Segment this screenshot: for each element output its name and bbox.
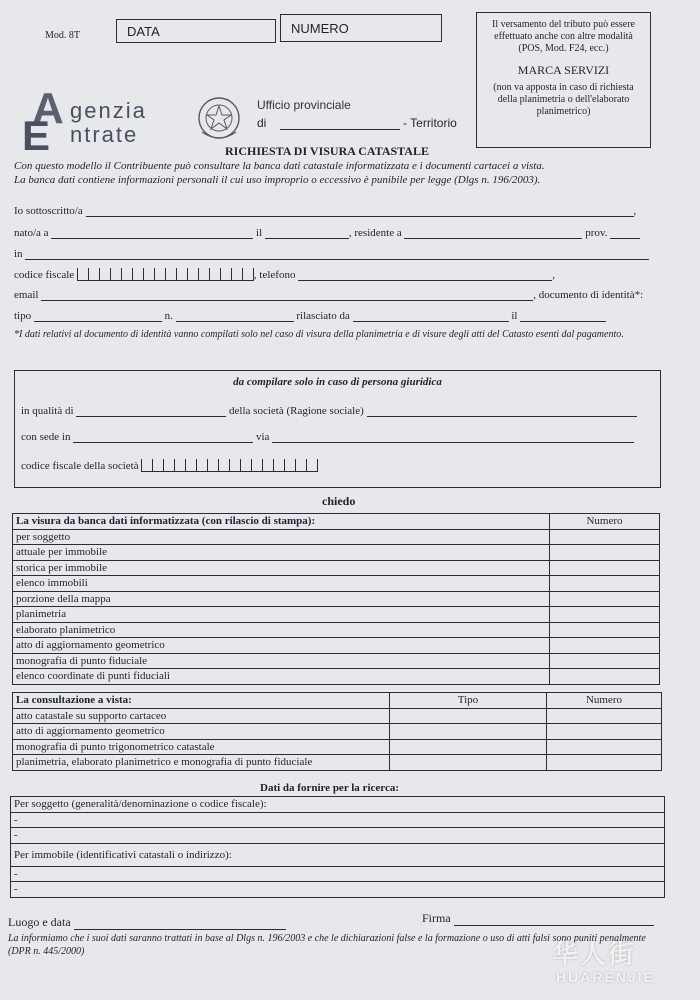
consultazione-numero-cell[interactable] — [547, 755, 662, 771]
visura-numero-cell[interactable] — [550, 653, 660, 669]
consultazione-header: La consultazione a vista: — [13, 693, 390, 709]
marca-servizi-box — [476, 12, 651, 148]
consultazione-numero-header: Numero — [547, 693, 662, 709]
residente-label: , residente a — [348, 227, 402, 239]
ricerca-immobile-label: Per immobile (identificativi catastali o indirizzo): — [11, 843, 665, 866]
documento-label: , documento di identità*: — [533, 289, 644, 301]
ufficio-di-row — [257, 116, 457, 130]
table-row — [13, 755, 662, 771]
territorio-label: - Territorio — [403, 116, 457, 130]
via-field[interactable] — [272, 431, 634, 443]
visura-numero-cell[interactable] — [550, 669, 660, 685]
nato-field[interactable] — [51, 227, 253, 239]
visura-row-label: elenco immobili — [13, 576, 550, 592]
sede-field[interactable] — [73, 431, 253, 443]
prov-label: prov. — [585, 227, 608, 239]
chiedo-label: chiedo — [322, 494, 356, 508]
il-documento-label: il — [511, 310, 518, 322]
visura-row-label: elaborato planimetrico — [13, 622, 550, 638]
table-row — [13, 529, 660, 545]
rilasciato-field[interactable] — [353, 310, 509, 322]
watermark-latin: HUARENJIE — [556, 969, 655, 985]
logo-word-ntrate: ntrate — [70, 122, 139, 147]
dash-marker: - — [14, 883, 18, 896]
in-field[interactable] — [25, 248, 649, 260]
visura-table — [12, 513, 660, 685]
table-row — [13, 653, 660, 669]
luogo-field[interactable] — [74, 918, 286, 930]
logo-letter-e: E — [22, 112, 51, 159]
numero-field[interactable] — [280, 14, 442, 42]
giuridica-heading: da compilare solo in caso di persona giuridica — [233, 376, 442, 388]
visura-numero-cell[interactable] — [550, 591, 660, 607]
logo-word-genzia: genzia — [70, 98, 147, 123]
table-row — [13, 560, 660, 576]
n-label: n. — [164, 310, 173, 322]
codice-fiscale-label: codice fiscale — [14, 269, 75, 281]
numero-label: NUMERO — [291, 21, 349, 36]
table-row — [13, 622, 660, 638]
dash-marker: - — [14, 829, 18, 842]
consultazione-tipo-cell[interactable] — [390, 708, 547, 724]
intro-line-2: La banca dati contiene informazioni personali il cui uso improprio o eccessivo è punibile per legge (Dlgs n. 196/2003). — [14, 174, 541, 186]
visura-row-label: per soggetto — [13, 529, 550, 545]
dash-marker: - — [14, 813, 18, 826]
email-field[interactable] — [41, 289, 533, 301]
consultazione-row-label: atto di aggiornamento geometrico — [13, 724, 390, 740]
cf-societa-label: codice fiscale della società — [21, 460, 139, 472]
ricerca-immobile-field[interactable] — [11, 866, 665, 882]
visura-numero-cell[interactable] — [550, 638, 660, 654]
rilasciato-label: rilasciato da — [296, 310, 350, 322]
codice-fiscale-boxes[interactable] — [77, 268, 254, 281]
table-row — [13, 545, 660, 561]
marca-servizi-title: MARCA SERVIZI — [517, 63, 610, 77]
table-row — [13, 739, 662, 755]
visura-row-label: atto di aggiornamento geometrico — [13, 638, 550, 654]
table-row — [13, 708, 662, 724]
email-label: email — [14, 289, 39, 301]
intro-line-1: Con questo modello il Contribuente può consultare la banca dati catastale informatizzata e i documenti cartacei a vista. — [14, 160, 545, 172]
consultazione-row-label: atto catastale su supporto cartaceo — [13, 708, 390, 724]
ufficio-di-label: di — [257, 116, 267, 130]
ricerca-soggetto-field[interactable] — [11, 828, 665, 844]
visura-row-label: porzione della mappa — [13, 591, 550, 607]
visura-numero-cell[interactable] — [550, 607, 660, 623]
marca-servizi-note: (non va apposta in caso di richiesta della planimetria o dell'elaborato planimetrico) — [493, 82, 634, 117]
consultazione-numero-cell[interactable] — [547, 724, 662, 740]
ricerca-soggetto-label: Per soggetto (generalità/denominazione o codice fiscale): — [11, 797, 665, 813]
visura-numero-cell[interactable] — [550, 576, 660, 592]
data-label: DATA — [127, 24, 160, 39]
table-row — [13, 591, 660, 607]
table-row — [13, 724, 662, 740]
table-row — [11, 866, 665, 882]
tipo-field[interactable] — [34, 310, 162, 322]
visura-row-label: storica per immobile — [13, 560, 550, 576]
consultazione-tipo-cell[interactable] — [390, 755, 547, 771]
document-footnote: *I dati relativi al documento di identità vanno compilati solo nel caso di visura della planimetria e di visure degli atti del Catasto esenti dal pagamento. — [14, 329, 624, 340]
firma-label: Firma — [422, 911, 451, 925]
luogo-row — [8, 915, 286, 930]
il-label: il — [256, 227, 263, 239]
firma-field[interactable] — [454, 914, 654, 926]
logo-letter-a: A — [32, 84, 64, 133]
consultazione-numero-cell[interactable] — [547, 739, 662, 755]
il-field[interactable] — [265, 227, 349, 239]
sottoscritto-label: Io sottoscritto/a — [14, 205, 83, 217]
firma-row — [422, 911, 654, 926]
consultazione-tipo-header: Tipo — [390, 693, 547, 709]
visura-header: La visura da banca dati informatizzata (con rilascio di stampa): — [13, 514, 550, 530]
consultazione-row-label: planimetria, elaborato planimetrico e monografia di punto fiduciale — [13, 755, 390, 771]
privacy-note: La informiamo che i suoi dati saranno trattati in base al Dlgs n. 196/2003 e che le dichiarazioni false e la formazione o uso di atti falsi sono puniti penalmente (DPR n. 445/2000) — [8, 933, 646, 957]
ufficio-field[interactable] — [280, 118, 400, 130]
nato-label: nato/a a — [14, 227, 49, 239]
societa-field[interactable] — [367, 405, 637, 417]
ricerca-table — [10, 796, 665, 898]
visura-numero-cell[interactable] — [550, 622, 660, 638]
visura-numero-cell[interactable] — [550, 560, 660, 576]
visura-numero-cell[interactable] — [550, 529, 660, 545]
table-row — [11, 882, 665, 898]
data-field[interactable] — [116, 19, 276, 43]
visura-row-label: attuale per immobile — [13, 545, 550, 561]
cf-societa-boxes[interactable] — [141, 459, 318, 472]
visura-row-label: planimetria — [13, 607, 550, 623]
payment-note: Il versamento del tributo può essere effettuato anche con altre modalità (POS, Mod. F24, ecc.) — [491, 19, 635, 54]
table-row — [11, 828, 665, 844]
visura-numero-cell[interactable] — [550, 545, 660, 561]
visura-numero-header: Numero — [550, 514, 660, 530]
in-label: in — [14, 248, 23, 260]
mod-label: Mod. 8T — [45, 30, 80, 41]
telefono-field[interactable] — [298, 269, 552, 281]
numero-documento-field[interactable] — [176, 310, 294, 322]
persona-giuridica-box — [14, 370, 661, 488]
via-label: via — [255, 431, 270, 443]
consultazione-row-label: monografia di punto trigonometrico catastale — [13, 739, 390, 755]
societa-label: della società (Ragione sociale) — [229, 405, 364, 417]
visura-row-label: elenco coordinate di punti fiduciali — [13, 669, 550, 685]
ricerca-immobile-field[interactable] — [11, 882, 665, 898]
sottoscritto-field[interactable] — [86, 205, 634, 217]
table-row — [13, 576, 660, 592]
table-row — [13, 607, 660, 623]
republic-emblem-icon — [196, 94, 242, 144]
residente-field[interactable] — [404, 227, 582, 239]
table-row — [11, 812, 665, 828]
consultazione-table — [12, 692, 662, 771]
qualita-field[interactable] — [76, 405, 226, 417]
telefono-label: , telefono — [253, 269, 296, 281]
sede-label: con sede in — [21, 431, 71, 443]
qualita-label: in qualità di — [21, 405, 74, 417]
agenzia-entrate-logo — [14, 84, 194, 159]
tipo-label: tipo — [14, 310, 32, 322]
consultazione-tipo-cell[interactable] — [390, 724, 547, 740]
ufficio-label: Ufficio provinciale — [257, 98, 351, 112]
visura-row-label: monografia di punto fiduciale — [13, 653, 550, 669]
dash-marker: - — [14, 867, 18, 880]
table-row — [13, 638, 660, 654]
prov-field[interactable] — [610, 227, 640, 239]
il-documento-field[interactable] — [520, 310, 606, 322]
form-title: RICHIESTA DI VISURA CATASTALE — [225, 144, 429, 158]
ricerca-soggetto-field[interactable] — [11, 812, 665, 828]
watermark-chinese: 华人街 — [552, 939, 637, 969]
table-row — [13, 669, 660, 685]
luogo-label: Luogo e data — [8, 915, 71, 929]
ricerca-heading: Dati da fornire per la ricerca: — [260, 782, 399, 794]
consultazione-tipo-cell[interactable] — [390, 739, 547, 755]
consultazione-numero-cell[interactable] — [547, 708, 662, 724]
